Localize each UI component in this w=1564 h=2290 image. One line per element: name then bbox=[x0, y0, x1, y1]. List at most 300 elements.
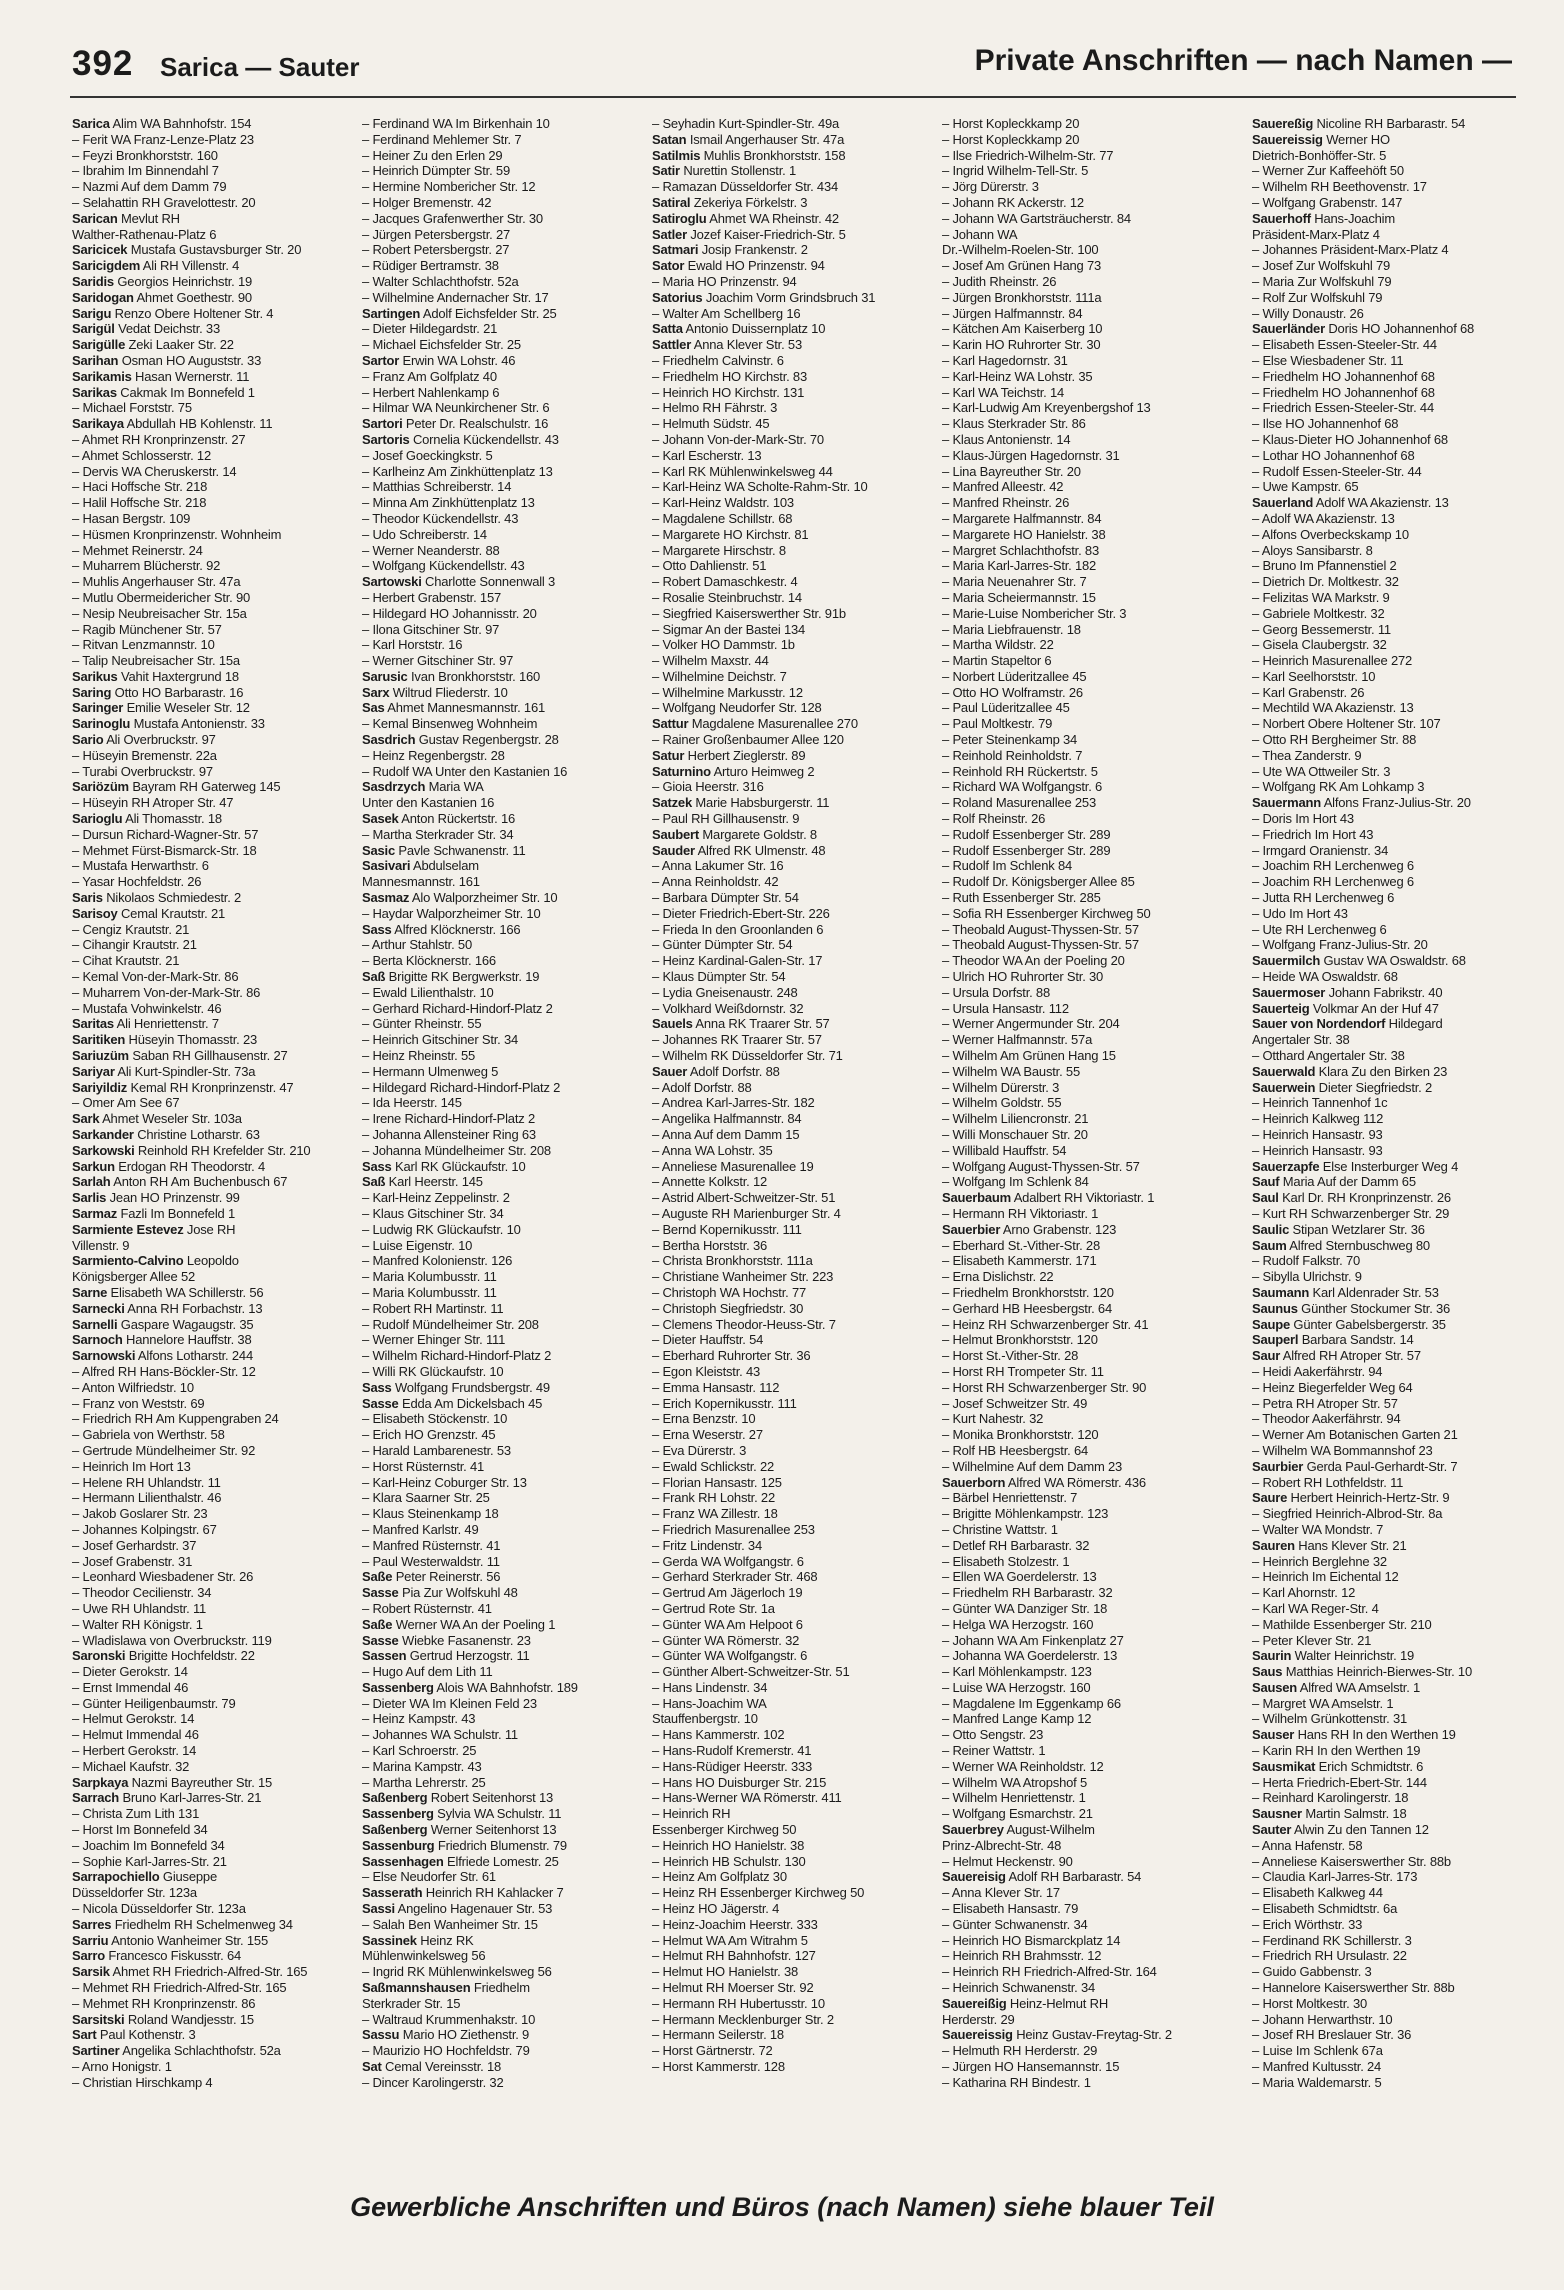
directory-entry bbox=[652, 716, 922, 732]
directory-entry bbox=[942, 543, 1232, 559]
entry-details: Heinz-Helmut RH bbox=[1006, 1995, 1109, 2011]
directory-entry bbox=[1252, 1869, 1552, 1885]
directory-entry bbox=[652, 606, 922, 622]
surname: Satir bbox=[652, 163, 680, 179]
directory-entry bbox=[652, 321, 922, 337]
surname: Saridogan bbox=[72, 289, 134, 305]
entry-details: – Ragib Münchener Str. 57 bbox=[72, 621, 222, 637]
directory-entry bbox=[362, 1159, 632, 1175]
directory-entry bbox=[1252, 2027, 1552, 2043]
directory-entry bbox=[1252, 1238, 1552, 1254]
directory-entry bbox=[1252, 464, 1552, 480]
entry-details: Ahmet Weseler Str. 103a bbox=[99, 1111, 242, 1127]
directory-entry bbox=[72, 1664, 342, 1680]
directory-entry bbox=[652, 1790, 922, 1806]
directory-entry bbox=[362, 795, 632, 811]
entry-details: – Ahmet Schlosserstr. 12 bbox=[72, 447, 211, 463]
directory-entry bbox=[942, 1790, 1232, 1806]
entry-details: – Horst St.-Vither-Str. 28 bbox=[942, 1348, 1079, 1364]
entry-details: – Rolf HB Heesbergstr. 64 bbox=[942, 1442, 1089, 1458]
directory-entry bbox=[652, 1569, 922, 1585]
directory-entry bbox=[362, 1032, 632, 1048]
directory-entry bbox=[72, 1064, 342, 1080]
entry-details: – Erich Kopernikusstr. 111 bbox=[652, 1395, 797, 1411]
entry-details: Marie Habsburgerstr. 11 bbox=[692, 795, 830, 811]
directory-entry bbox=[72, 1854, 342, 1870]
entry-details: – Werner Ehinger Str. 111 bbox=[362, 1332, 506, 1348]
directory-entry bbox=[652, 795, 922, 811]
directory-entry bbox=[1252, 1696, 1552, 1712]
entry-details: – Karl Schroerstr. 25 bbox=[362, 1743, 477, 1759]
entry-details: Maria Auf der Damm 65 bbox=[1279, 1174, 1416, 1190]
directory-entry bbox=[362, 2059, 632, 2075]
directory-entry bbox=[1252, 1838, 1552, 1854]
directory-entry bbox=[1252, 1396, 1552, 1412]
entry-details: – Klaus-Dieter HO Johannenhof 68 bbox=[1252, 431, 1448, 447]
surname: Saronski bbox=[72, 1648, 126, 1664]
entry-details: Ivan Bronkhorststr. 160 bbox=[407, 668, 541, 684]
directory-entry bbox=[942, 669, 1232, 685]
entry-details: Elfriede Lomestr. 25 bbox=[443, 1853, 559, 1869]
directory-entry bbox=[362, 432, 632, 448]
entry-details: – Wilhelm Goldstr. 55 bbox=[942, 1095, 1062, 1111]
entry-details: – Cengiz Krautstr. 21 bbox=[72, 921, 190, 937]
directory-entry bbox=[1252, 1443, 1552, 1459]
directory-entry bbox=[362, 1396, 632, 1412]
directory-entry bbox=[362, 1980, 632, 1996]
entry-details: – Hans Kammerstr. 102 bbox=[652, 1727, 785, 1743]
entry-details: – Heinz-Joachim Heerstr. 333 bbox=[652, 1916, 818, 1932]
directory-entry bbox=[942, 1190, 1232, 1206]
directory-entry bbox=[942, 1775, 1232, 1791]
directory-entry bbox=[652, 479, 922, 495]
directory-entry bbox=[652, 464, 922, 480]
directory-entry bbox=[942, 2027, 1232, 2043]
directory-entry bbox=[942, 306, 1232, 322]
directory-entry bbox=[652, 669, 922, 685]
directory-entry bbox=[652, 400, 922, 416]
directory-entry bbox=[1252, 1348, 1552, 1364]
directory-entry bbox=[1252, 495, 1552, 511]
entry-details: Gustav WA Oswaldstr. 68 bbox=[1320, 953, 1466, 969]
directory-entry bbox=[1252, 527, 1552, 543]
entry-details: – Mehmet Fürst-Bismarck-Str. 18 bbox=[72, 842, 257, 858]
directory-entry bbox=[72, 163, 342, 179]
entry-details: Wolfgang Frundsbergstr. 49 bbox=[391, 1379, 550, 1395]
entry-details: Nicoline RH Barbarastr. 54 bbox=[1313, 116, 1466, 131]
directory-entry bbox=[652, 1380, 922, 1396]
directory-entry bbox=[72, 764, 342, 780]
surname: Saßenberg bbox=[362, 1790, 428, 1806]
directory-entry bbox=[1252, 385, 1552, 401]
directory-entry bbox=[72, 353, 342, 369]
entry-details: – Egon Kleiststr. 43 bbox=[652, 1363, 761, 1379]
entry-details: – Günter WA Am Helpoot 6 bbox=[652, 1616, 803, 1632]
surname: Sarro bbox=[72, 1948, 105, 1964]
directory-entry bbox=[72, 321, 342, 337]
directory-entry bbox=[942, 843, 1232, 859]
directory-entry bbox=[72, 1317, 342, 1333]
directory-entry bbox=[942, 1348, 1232, 1364]
directory-entry bbox=[1252, 1964, 1552, 1980]
entry-details: – Anton Wilfriedstr. 10 bbox=[72, 1379, 194, 1395]
entry-details: Nurettin Stollenstr. 1 bbox=[679, 163, 796, 179]
directory-entry bbox=[72, 290, 342, 306]
directory-entry bbox=[362, 1917, 632, 1933]
directory-entry bbox=[652, 448, 922, 464]
entry-details: – Omer Am See 67 bbox=[72, 1095, 180, 1111]
entry-details: – Barbara Dümpter Str. 54 bbox=[652, 890, 799, 906]
directory-entry bbox=[652, 827, 922, 843]
surname: Sauerborn bbox=[942, 1474, 1006, 1490]
directory-entry bbox=[72, 858, 342, 874]
directory-entry bbox=[942, 227, 1232, 243]
entry-details: Villenstr. 9 bbox=[72, 1237, 130, 1253]
directory-entry bbox=[652, 764, 922, 780]
directory-entry bbox=[362, 558, 632, 574]
entry-details: – Gertrud Am Jägerloch 19 bbox=[652, 1585, 803, 1601]
surname: Sass bbox=[362, 1158, 392, 1174]
entry-details: – Hermann RH Hubertusstr. 10 bbox=[652, 1995, 825, 2011]
entry-details: – Klaus Antonienstr. 14 bbox=[942, 431, 1071, 447]
surname: Sassenberg bbox=[362, 1679, 434, 1695]
directory-entry bbox=[72, 1001, 342, 1017]
directory-entry bbox=[1252, 1775, 1552, 1791]
directory-entry bbox=[1252, 132, 1552, 148]
entry-details: – Ewald Schlickstr. 22 bbox=[652, 1458, 775, 1474]
surname: Sauf bbox=[1252, 1174, 1280, 1190]
entry-details: – Wolfgang Franz-Julius-Str. 20 bbox=[1252, 937, 1428, 953]
surname: Sauereißig bbox=[942, 1995, 1007, 2011]
entry-details: – Reinhold RH Rückertstr. 5 bbox=[942, 763, 1098, 779]
entry-details: Peter Dr. Realschulstr. 16 bbox=[402, 416, 549, 432]
surname: Sauerbier bbox=[942, 1221, 1001, 1237]
directory-entry bbox=[652, 1253, 922, 1269]
entry-details: Sterkrader Str. 15 bbox=[362, 1995, 461, 2011]
entry-details: – Erich Wörthstr. 33 bbox=[1252, 1916, 1363, 1932]
surname: Sarnelli bbox=[72, 1316, 118, 1332]
surname: Sattur bbox=[652, 716, 689, 732]
directory-entry bbox=[652, 1538, 922, 1554]
entry-details: – Friedrich RH Am Kuppengraben 24 bbox=[72, 1411, 279, 1427]
surname: Saurin bbox=[1252, 1648, 1292, 1664]
directory-entry bbox=[72, 211, 342, 227]
directory-entry bbox=[362, 1680, 632, 1696]
entry-details: Erwin WA Lohstr. 46 bbox=[399, 352, 516, 368]
directory-column-2 bbox=[362, 116, 632, 2156]
entry-details: – Maria Neuenahrer Str. 7 bbox=[942, 574, 1087, 590]
entry-details: – Brigitte Möhlenkampstr. 123 bbox=[942, 1506, 1109, 1522]
entry-details: – Christa Zum Lith 131 bbox=[72, 1806, 200, 1822]
directory-entry bbox=[652, 1206, 922, 1222]
directory-entry bbox=[72, 543, 342, 559]
directory-entry bbox=[652, 2012, 922, 2028]
directory-entry bbox=[362, 2027, 632, 2043]
directory-entry bbox=[942, 1980, 1232, 1996]
surname: Saß bbox=[362, 1174, 386, 1190]
directory-entry bbox=[942, 1269, 1232, 1285]
directory-entry bbox=[942, 1222, 1232, 1238]
directory-entry bbox=[652, 1585, 922, 1601]
directory-entry bbox=[942, 132, 1232, 148]
entry-details: – Mustafa Herwarthstr. 6 bbox=[72, 858, 209, 874]
entry-details: – Talip Neubreisacher Str. 15a bbox=[72, 653, 240, 669]
entry-details: – Johanna Allensteiner Ring 63 bbox=[362, 1127, 536, 1142]
directory-entry bbox=[652, 1174, 922, 1190]
surname: Saßmannshausen bbox=[362, 1980, 471, 1996]
surname: Sarpkaya bbox=[72, 1774, 129, 1790]
directory-entry bbox=[362, 1633, 632, 1649]
surname: Sarigül bbox=[72, 321, 115, 337]
directory-entry bbox=[652, 1095, 922, 1111]
directory-entry bbox=[72, 400, 342, 416]
entry-details: – Hermann RH Viktoriastr. 1 bbox=[942, 1205, 1099, 1221]
entry-details: Mannesmannstr. 161 bbox=[362, 874, 480, 890]
surname: Saum bbox=[1252, 1237, 1287, 1253]
directory-entry bbox=[942, 337, 1232, 353]
entry-details: Alwin Zu den Tannen 12 bbox=[1291, 1822, 1429, 1838]
directory-entry bbox=[362, 827, 632, 843]
entry-details: – Rudolf Dr. Königsberger Allee 85 bbox=[942, 874, 1135, 890]
entry-details: – Robert Damaschkestr. 4 bbox=[652, 574, 798, 590]
entry-details: – Helmut Bronkhorststr. 120 bbox=[942, 1332, 1098, 1348]
entry-details: – Helmut WA Am Witrahm 5 bbox=[652, 1932, 808, 1948]
directory-entry bbox=[362, 274, 632, 290]
entry-details: – Kemal Binsenweg Wohnheim bbox=[362, 716, 538, 732]
directory-entry bbox=[1252, 985, 1552, 1001]
entry-details: – Hermann Mecklenburger Str. 2 bbox=[652, 2011, 834, 2027]
directory-entry bbox=[362, 1080, 632, 1096]
entry-details: – Johann Von-der-Mark-Str. 70 bbox=[652, 431, 824, 447]
surname: Sartor bbox=[362, 352, 400, 368]
entry-details: – Maria Scheiermannstr. 15 bbox=[942, 589, 1096, 605]
surname: Satzek bbox=[652, 795, 692, 811]
directory-entry bbox=[72, 2027, 342, 2043]
directory-entry bbox=[652, 574, 922, 590]
directory-entry bbox=[362, 1238, 632, 1254]
directory-entry bbox=[72, 1459, 342, 1475]
directory-entry bbox=[942, 274, 1232, 290]
directory-entry bbox=[652, 1664, 922, 1680]
entry-details: Angelino Hagenauer Str. 53 bbox=[394, 1901, 553, 1917]
surname: Sator bbox=[652, 258, 685, 274]
entry-details: – Otto HO Wolframstr. 26 bbox=[942, 684, 1083, 700]
directory-entry bbox=[72, 1901, 342, 1917]
directory-entry bbox=[72, 1980, 342, 1996]
entry-details: Karl RK Glückaufstr. 10 bbox=[391, 1158, 526, 1174]
surname: Sarikus bbox=[72, 668, 118, 684]
entry-details: – Hilmar WA Neunkirchener Str. 6 bbox=[362, 400, 550, 416]
directory-entry bbox=[652, 2027, 922, 2043]
directory-entry bbox=[72, 1332, 342, 1348]
directory-entry bbox=[362, 495, 632, 511]
entry-details: – Wolfgang Neudorfer Str. 128 bbox=[652, 700, 822, 716]
entry-details: Walther-Rathenau-Platz 6 bbox=[72, 226, 217, 242]
entry-details: – Ellen WA Goerdelerstr. 13 bbox=[942, 1569, 1097, 1585]
entry-details: – Hermann Ulmenweg 5 bbox=[362, 1063, 499, 1079]
directory-entry bbox=[652, 653, 922, 669]
directory-entry bbox=[72, 527, 342, 543]
directory-entry bbox=[652, 685, 922, 701]
entry-details: Alo Walporzheimer Str. 10 bbox=[409, 890, 558, 906]
directory-entry bbox=[652, 1159, 922, 1175]
directory-entry bbox=[72, 1917, 342, 1933]
entry-details: – Christian Hirschkamp 4 bbox=[72, 2074, 213, 2090]
surname: Sarx bbox=[362, 684, 390, 700]
directory-entry bbox=[72, 1127, 342, 1143]
entry-details: – Ute WA Ottweiler Str. 3 bbox=[1252, 763, 1391, 779]
directory-entry bbox=[942, 1285, 1232, 1301]
directory-entry bbox=[1252, 1806, 1552, 1822]
surname: Saurbier bbox=[1252, 1458, 1304, 1474]
entry-details: – Frieda In den Groonlanden 6 bbox=[652, 921, 824, 937]
directory-entry bbox=[362, 1427, 632, 1443]
entry-details: – Josef Am Grünen Hang 73 bbox=[942, 258, 1102, 274]
directory-entry bbox=[72, 1554, 342, 1570]
surname: Sass bbox=[362, 1379, 392, 1395]
entry-details: – Helmuth RH Herderstr. 29 bbox=[942, 2043, 1098, 2059]
directory-entry bbox=[652, 1617, 922, 1633]
entry-details: – Theobald August-Thyssen-Str. 57 bbox=[942, 921, 1139, 937]
directory-entry bbox=[72, 1095, 342, 1111]
entry-details: – Ilona Gitschiner Str. 97 bbox=[362, 621, 500, 637]
directory-entry bbox=[362, 1727, 632, 1743]
entry-details: – Heinrich RH bbox=[652, 1806, 731, 1822]
directory-entry bbox=[362, 764, 632, 780]
directory-entry bbox=[362, 1585, 632, 1601]
directory-entry bbox=[72, 1206, 342, 1222]
entry-details: – Manfred Karlstr. 49 bbox=[362, 1521, 479, 1537]
directory-entry bbox=[362, 1411, 632, 1427]
entry-details: Dietrich-Bonhöffer-Str. 5 bbox=[1252, 147, 1387, 163]
entry-details: – Wilhelmine Deichstr. 7 bbox=[652, 668, 787, 684]
directory-entry bbox=[362, 227, 632, 243]
entry-details: – Christine Wattstr. 1 bbox=[942, 1521, 1058, 1537]
directory-entry bbox=[1252, 558, 1552, 574]
entry-details: – Elisabeth Kalkweg 44 bbox=[1252, 1885, 1383, 1901]
directory-entry bbox=[1252, 432, 1552, 448]
entry-details: – Sofia RH Essenberger Kirchweg 50 bbox=[942, 905, 1151, 921]
surname: Sauereisig bbox=[942, 1869, 1006, 1885]
entry-details: – Horst Kopleckkamp 20 bbox=[942, 131, 1080, 147]
entry-details: Anna RK Traarer Str. 57 bbox=[692, 1016, 830, 1032]
entry-details: – Hans-Joachim WA bbox=[652, 1695, 767, 1711]
entry-details: – Wolfgang Kückendellstr. 43 bbox=[362, 558, 525, 574]
directory-entry bbox=[362, 163, 632, 179]
entry-details: – Johann RK Ackerstr. 12 bbox=[942, 194, 1084, 210]
directory-entry bbox=[942, 242, 1232, 258]
entry-details: Werner Seitenhorst 13 bbox=[427, 1822, 557, 1838]
directory-entry bbox=[362, 1901, 632, 1917]
directory-entry bbox=[72, 1727, 342, 1743]
surname: Sausner bbox=[1252, 1806, 1302, 1822]
directory-entry bbox=[362, 606, 632, 622]
directory-entry bbox=[72, 511, 342, 527]
surname: Sauerhoff bbox=[1252, 210, 1311, 226]
surname: Sarsik bbox=[72, 1964, 110, 1980]
directory-entry bbox=[72, 1506, 342, 1522]
entry-details: Else Insterburger Weg 4 bbox=[1319, 1158, 1459, 1174]
entry-details: – Theodor Cecilienstr. 34 bbox=[72, 1585, 212, 1601]
directory-entry bbox=[72, 748, 342, 764]
directory-entry bbox=[652, 1727, 922, 1743]
surname: Saritas bbox=[72, 1016, 114, 1032]
entry-details: Vahit Haxtergrund 18 bbox=[117, 668, 239, 684]
entry-details: Alfred WA Römerstr. 436 bbox=[1005, 1474, 1146, 1490]
entry-details: – Josef Grabenstr. 31 bbox=[72, 1553, 193, 1569]
surname: Saur bbox=[1252, 1348, 1281, 1364]
entry-details: – Selahattin RH Gravelottestr. 20 bbox=[72, 194, 256, 210]
directory-entry bbox=[72, 1601, 342, 1617]
entry-details: – Elisabeth Essen-Steeler-Str. 44 bbox=[1252, 337, 1437, 353]
entry-details: Ali RH Villenstr. 4 bbox=[140, 258, 240, 274]
directory-entry bbox=[942, 1664, 1232, 1680]
directory-entry bbox=[72, 985, 342, 1001]
directory-entry bbox=[1252, 511, 1552, 527]
directory-entry bbox=[942, 1569, 1232, 1585]
directory-entry bbox=[72, 843, 342, 859]
entry-details: – Emma Hansastr. 112 bbox=[652, 1379, 780, 1395]
surname: Saupe bbox=[1252, 1316, 1291, 1332]
entry-details: – Dincer Karolingerstr. 32 bbox=[362, 2074, 504, 2090]
directory-entry bbox=[1252, 306, 1552, 322]
entry-details: – Wolfgang August-Thyssen-Str. 57 bbox=[942, 1158, 1140, 1174]
entry-details: Ahmet Goethestr. 90 bbox=[133, 289, 252, 305]
directory-entry bbox=[942, 1332, 1232, 1348]
directory-entry bbox=[72, 306, 342, 322]
directory-entry bbox=[942, 1838, 1232, 1854]
entry-details: – Volker HO Dammstr. 1b bbox=[652, 637, 795, 653]
entry-details: – Hüsmen Kronprinzenstr. Wohnheim bbox=[72, 526, 282, 542]
entry-details: – Hans-Rudolf Kremerstr. 41 bbox=[652, 1743, 812, 1759]
directory-entry bbox=[362, 653, 632, 669]
surname: Saunus bbox=[1252, 1300, 1298, 1316]
entry-details: – Karl WA Teichstr. 14 bbox=[942, 384, 1065, 400]
directory-entry bbox=[72, 795, 342, 811]
surname: Saure bbox=[1252, 1490, 1288, 1506]
surname: Sauperl bbox=[1252, 1332, 1299, 1348]
entry-details: – Uwe Kampstr. 65 bbox=[1252, 479, 1359, 495]
entry-details: Josip Frankenstr. 2 bbox=[698, 242, 808, 258]
directory-entry bbox=[652, 511, 922, 527]
directory-entry bbox=[942, 353, 1232, 369]
entry-details: – Herta Friedrich-Ebert-Str. 144 bbox=[1252, 1774, 1427, 1790]
entry-details: Dr.-Wilhelm-Roelen-Str. 100 bbox=[942, 242, 1099, 258]
entry-details: – Ingrid Wilhelm-Tell-Str. 5 bbox=[942, 163, 1089, 179]
entry-details: – Heinz Rheinstr. 55 bbox=[362, 1048, 476, 1064]
directory-entry bbox=[652, 1080, 922, 1096]
entry-details: – Heinrich Im Eichental 12 bbox=[1252, 1569, 1399, 1585]
entry-details: – Dieter Hildegardstr. 21 bbox=[362, 321, 498, 337]
directory-entry bbox=[72, 1427, 342, 1443]
entry-details: – Rudolf Mündelheimer Str. 208 bbox=[362, 1316, 539, 1332]
entry-details: – Friedhelm RH Barbarastr. 32 bbox=[942, 1585, 1113, 1601]
entry-details: – Helmut RH Bahnhofstr. 127 bbox=[652, 1948, 816, 1964]
entry-details: – Jakob Goslarer Str. 23 bbox=[72, 1506, 208, 1522]
directory-entry bbox=[942, 1111, 1232, 1127]
surname: Sarmaz bbox=[72, 1205, 118, 1221]
entry-details: – Wolfgang Esmarchstr. 21 bbox=[942, 1806, 1093, 1822]
entry-details: Herbert Heinrich-Hertz-Str. 9 bbox=[1287, 1490, 1450, 1506]
directory-entry bbox=[652, 1696, 922, 1712]
directory-entry bbox=[942, 1585, 1232, 1601]
directory-entry bbox=[72, 1538, 342, 1554]
directory-entry bbox=[1252, 843, 1552, 859]
directory-entry bbox=[652, 1285, 922, 1301]
directory-entry bbox=[362, 1869, 632, 1885]
directory-entry bbox=[72, 2043, 342, 2059]
directory-entry bbox=[72, 716, 342, 732]
